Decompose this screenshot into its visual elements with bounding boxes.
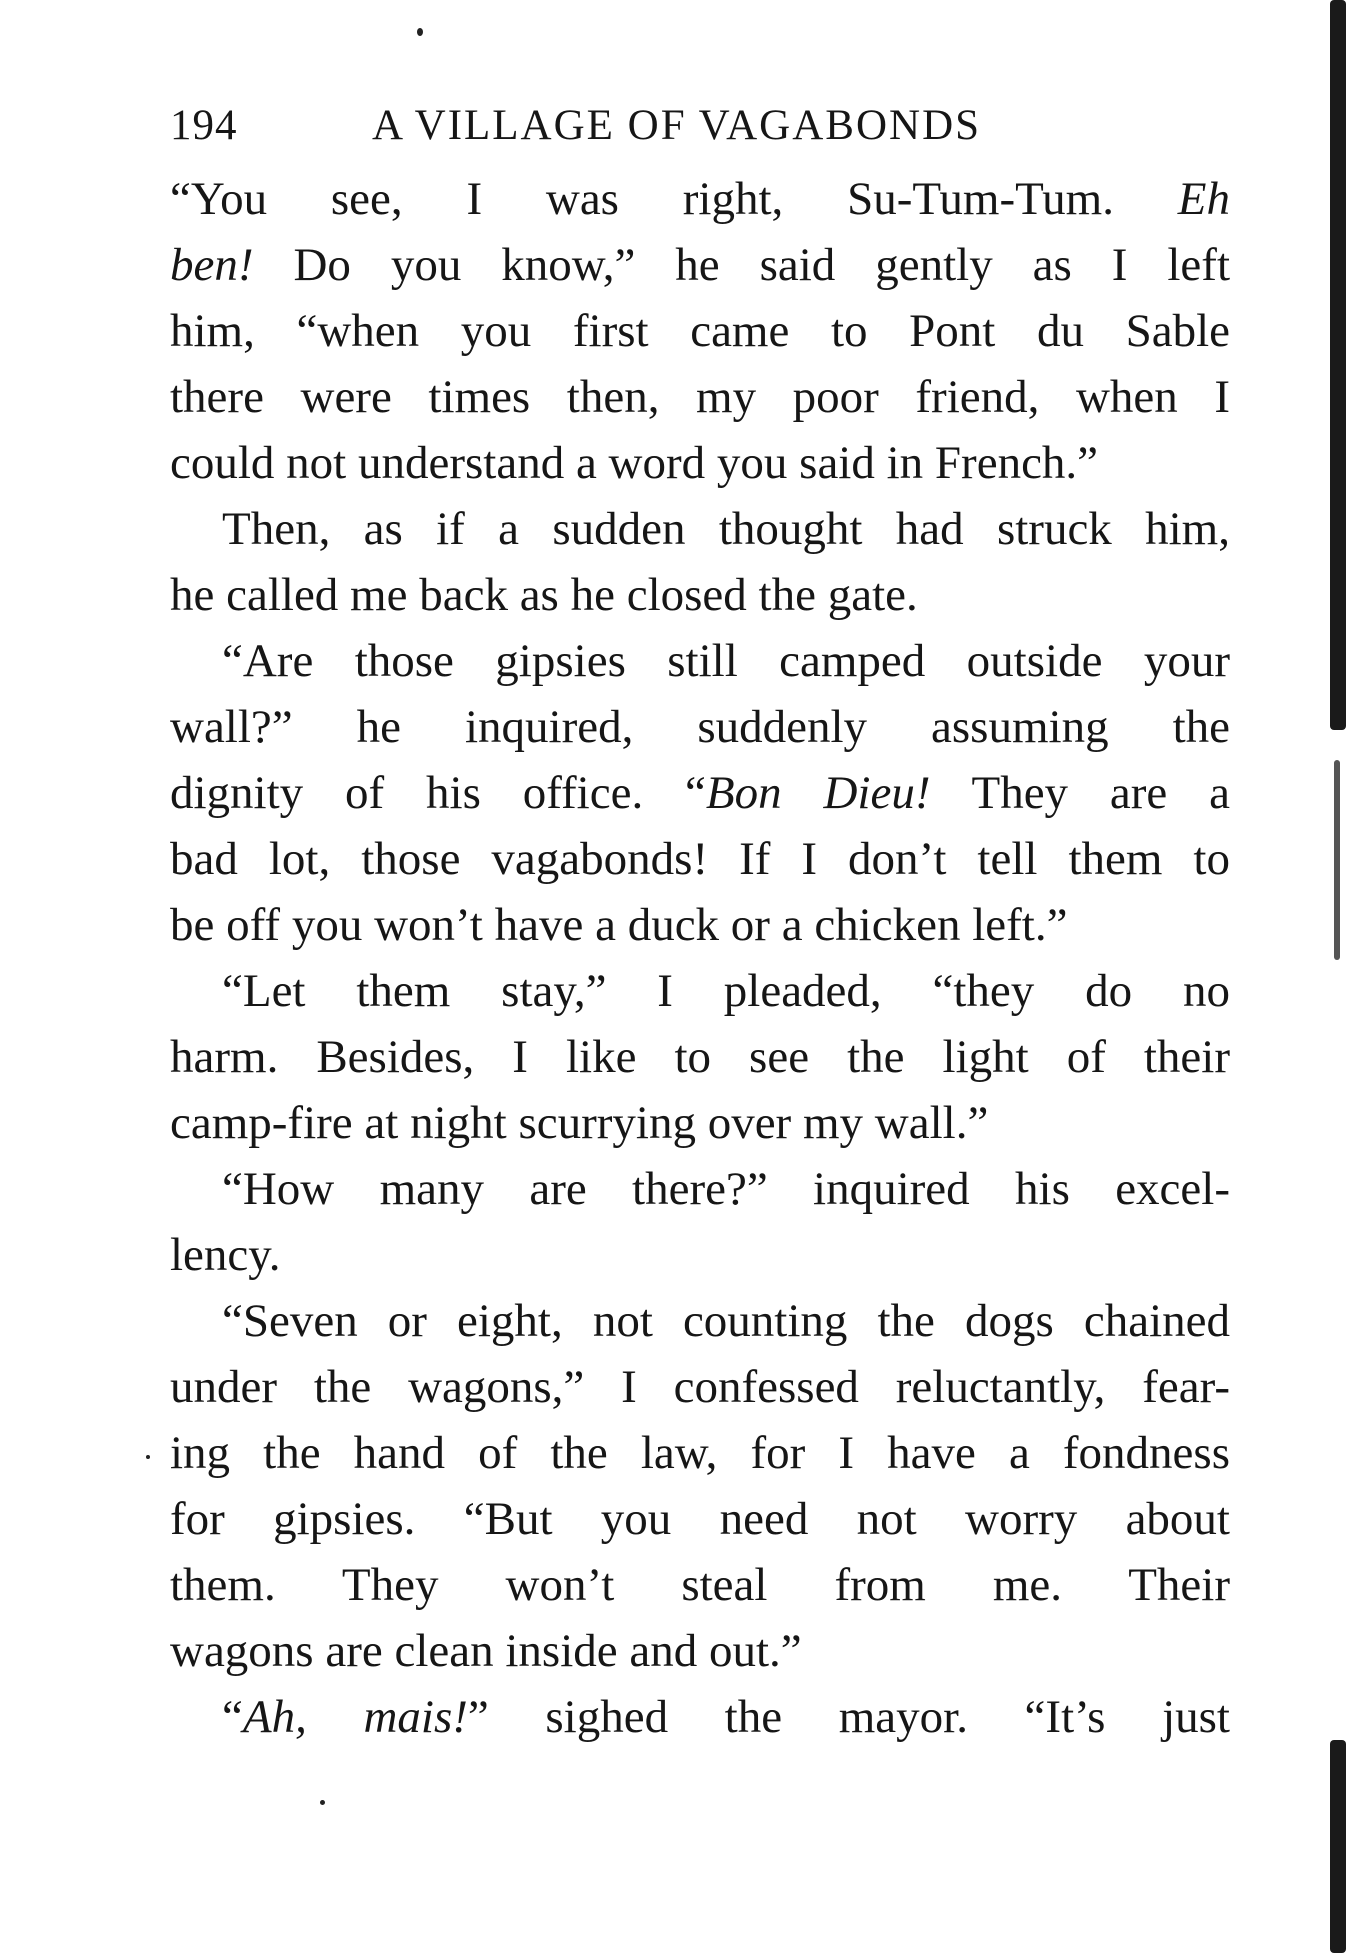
page-header <box>170 96 1230 156</box>
text-line: harm. Besides, I like to see the light of their <box>170 1031 1230 1083</box>
paragraph <box>170 166 1230 496</box>
text-line: wagons are clean inside and out.” <box>170 1625 802 1677</box>
italic-text: Eh <box>1177 173 1230 225</box>
text-line: “Seven or eight, not counting the dogs chained <box>222 1295 1230 1347</box>
ink-speck <box>146 1455 150 1459</box>
text-line: ing the hand of the law, for I have a fondness <box>170 1427 1230 1479</box>
text-line: dignity of his office. “Bon Dieu! They are a <box>170 767 1230 819</box>
text-line: “Ah, mais!” sighed the mayor. “It’s just <box>222 1691 1230 1743</box>
ink-speck <box>417 28 423 36</box>
text-line: him, “when you first came to Pont du Sable <box>170 305 1230 357</box>
binding-edge-shadow <box>1334 760 1340 960</box>
text-line: under the wagons,” I confessed reluctantly, fear- <box>170 1361 1230 1413</box>
italic-text: Ah, mais! <box>242 1691 468 1743</box>
paragraph <box>170 496 1230 628</box>
binding-edge-shadow <box>1330 0 1346 730</box>
running-title: A VILLAGE OF VAGABONDS <box>372 102 982 149</box>
paragraph <box>170 1288 1230 1684</box>
paragraph <box>170 958 1230 1156</box>
italic-text: ben! <box>170 239 254 291</box>
ink-speck <box>320 1800 325 1805</box>
text-line: ben! Do you know,” he said gently as I left <box>170 239 1230 291</box>
text-line: camp-fire at night scurrying over my wall.” <box>170 1097 989 1149</box>
paragraph <box>170 1684 1230 1750</box>
text-line: for gipsies. “But you need not worry about <box>170 1493 1230 1545</box>
text-line: be off you won’t have a duck or a chicken left.” <box>170 899 1068 951</box>
text-line: there were times then, my poor friend, when I <box>170 371 1230 423</box>
text-line: Then, as if a sudden thought had struck him, <box>222 503 1230 555</box>
text-line: “You see, I was right, Su-Tum-Tum. Eh <box>170 173 1230 225</box>
text-line: lency. <box>170 1229 281 1281</box>
body-text <box>170 166 1230 1750</box>
text-line: he called me back as he closed the gate. <box>170 569 918 621</box>
paragraph <box>170 628 1230 958</box>
text-line: “How many are there?” inquired his excel- <box>222 1163 1230 1215</box>
binding-edge-shadow <box>1330 1740 1346 1953</box>
text-line: them. They won’t steal from me. Their <box>170 1559 1230 1611</box>
text-line: could not understand a word you said in French.” <box>170 437 1099 489</box>
text-line: “Let them stay,” I pleaded, “they do no <box>222 965 1230 1017</box>
italic-text: Bon Dieu! <box>705 767 931 819</box>
text-line: wall?” he inquired, suddenly assuming the <box>170 701 1230 753</box>
page-number: 194 <box>170 102 238 149</box>
text-line: bad lot, those vagabonds! If I don’t tell them to <box>170 833 1230 885</box>
paragraph <box>170 1156 1230 1288</box>
text-line: “Are those gipsies still camped outside your <box>222 635 1230 687</box>
